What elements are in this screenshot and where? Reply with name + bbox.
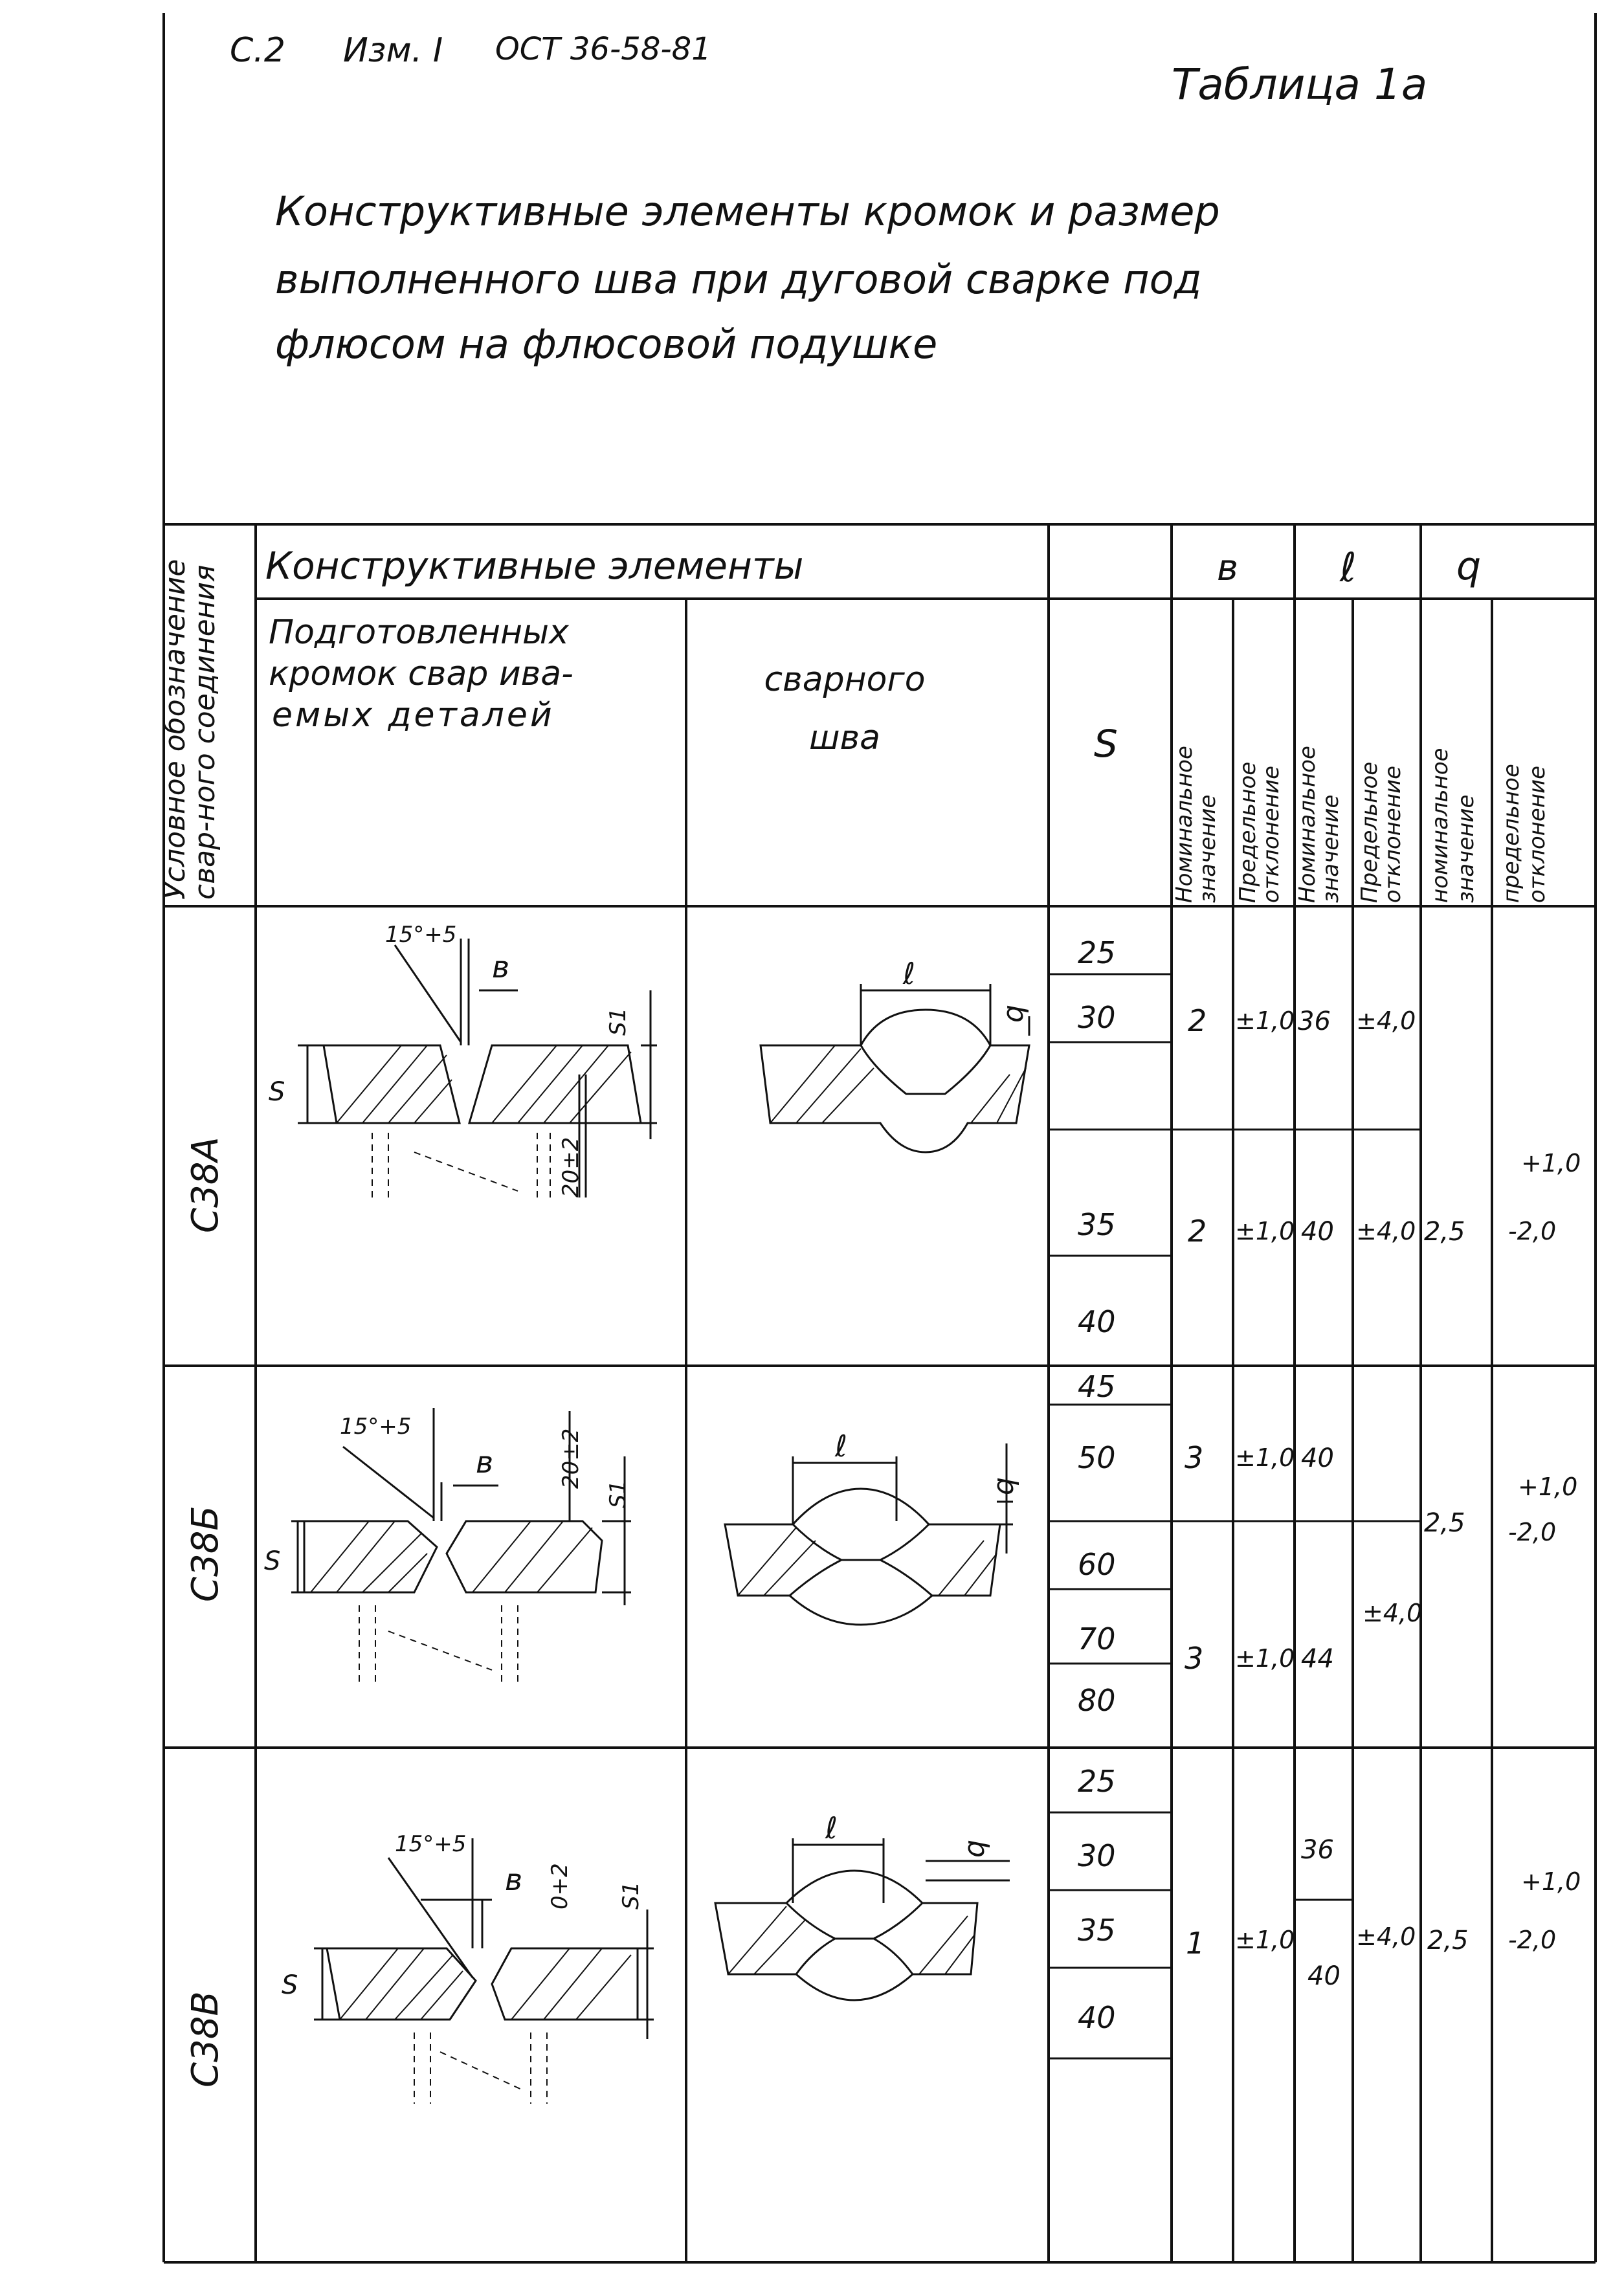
drawing-a-edges bbox=[298, 939, 657, 1197]
l-nominal: 40 bbox=[1301, 1443, 1334, 1473]
b-nominal: 2 bbox=[1188, 1003, 1207, 1038]
sub-q-limit: предельное отклонение bbox=[1498, 764, 1550, 903]
s-value: 80 bbox=[1078, 1683, 1116, 1718]
q-tolerance-minus: -2,0 bbox=[1508, 1926, 1557, 1954]
b-tolerance: ±1,0 bbox=[1235, 1443, 1295, 1472]
q-tolerance-plus: +1,0 bbox=[1518, 1473, 1578, 1501]
q-tolerance-minus: -2,0 bbox=[1508, 1518, 1557, 1546]
drawing-a-weld bbox=[761, 984, 1029, 1152]
s-value: 25 bbox=[1078, 935, 1116, 970]
drawing-b-angle: 15°+5 bbox=[340, 1414, 412, 1440]
s-value: 25 bbox=[1078, 1764, 1116, 1799]
prepared-edges-line-3: емых деталей bbox=[272, 696, 555, 735]
s-value: 70 bbox=[1078, 1621, 1116, 1656]
b-nominal: 3 bbox=[1185, 1641, 1204, 1676]
s-value: 40 bbox=[1078, 1304, 1116, 1339]
drawing-b-pad: 20±2 bbox=[558, 1428, 584, 1489]
prepared-edges-line-2: кромок свар ива- bbox=[269, 654, 573, 693]
col-s: S bbox=[1094, 722, 1118, 766]
title-line-3: флюсом на флюсовой подушке bbox=[275, 320, 938, 368]
drawing-b-weld-q: q bbox=[987, 1477, 1020, 1495]
b-nominal: 2 bbox=[1188, 1214, 1207, 1249]
drawing-a-pad: 20±2 bbox=[558, 1137, 584, 1197]
title-line-1: Конструктивные элементы кромок и размер bbox=[275, 188, 1220, 235]
col-b: в bbox=[1217, 547, 1239, 589]
drawing-a-s: S bbox=[269, 1077, 285, 1107]
l-nominal: 44 bbox=[1301, 1644, 1334, 1674]
col-designation-header: Условное обозначение свар-ного соединения bbox=[159, 559, 221, 900]
b-nominal: 1 bbox=[1186, 1926, 1205, 1961]
l-tolerance: ±4,0 bbox=[1363, 1599, 1423, 1627]
b-tolerance: ±1,0 bbox=[1235, 1926, 1295, 1954]
s-value: 30 bbox=[1078, 1838, 1116, 1873]
s-value: 40 bbox=[1078, 2000, 1116, 2035]
q-tolerance-plus: +1,0 bbox=[1521, 1867, 1581, 1896]
col-l: ℓ bbox=[1340, 544, 1357, 591]
designation-c38a: С38А bbox=[184, 1137, 227, 1233]
l-nominal-2: 40 bbox=[1307, 1961, 1340, 1991]
q-tolerance-plus: +1,0 bbox=[1521, 1149, 1581, 1177]
col-group-elements: Конструктивные элементы bbox=[265, 544, 804, 588]
drawing-b-weld-l: ℓ bbox=[835, 1429, 848, 1464]
standard-code: ОСТ 36-58-81 bbox=[495, 31, 711, 67]
drawing-b-s: S bbox=[264, 1546, 281, 1576]
table-label: Таблица 1а bbox=[1172, 60, 1428, 109]
q-nominal: 2,5 bbox=[1424, 1217, 1465, 1247]
drawing-a-s1: S1 bbox=[605, 1007, 631, 1036]
drawing-c-edges bbox=[314, 1838, 654, 2104]
designation-c38b: С38Б bbox=[184, 1506, 227, 1602]
prepared-edges-line-1: Подготовленных bbox=[269, 613, 569, 652]
weld-line-1: сварного bbox=[764, 660, 926, 699]
sub-l-nominal: Номинальное значение bbox=[1295, 746, 1344, 903]
drawing-c-angle: 15°+5 bbox=[395, 1831, 467, 1857]
sub-b-nominal: Номинальное значение bbox=[1172, 746, 1221, 903]
l-tolerance: ±4,0 bbox=[1356, 1922, 1416, 1951]
drawing-c-weld-l: ℓ bbox=[825, 1810, 838, 1845]
drawing-a-angle: 15°+5 bbox=[385, 922, 457, 948]
s-value: 60 bbox=[1078, 1547, 1116, 1582]
l-tolerance: ±4,0 bbox=[1356, 1217, 1416, 1245]
l-nominal: 36 bbox=[1298, 1007, 1331, 1036]
s-value: 45 bbox=[1078, 1369, 1116, 1404]
drawing-c-weld bbox=[715, 1838, 1010, 2000]
q-nominal: 2,5 bbox=[1427, 1926, 1469, 1955]
sub-l-limit: Предельное отклонение bbox=[1357, 761, 1406, 903]
change-number: Изм. I bbox=[343, 31, 443, 70]
b-tolerance: ±1,0 bbox=[1235, 1007, 1295, 1035]
drawing-c-s: S bbox=[282, 1970, 298, 2000]
l-tolerance: ±4,0 bbox=[1356, 1007, 1416, 1035]
drawing-a-weld-q: q bbox=[997, 1005, 1030, 1023]
col-weld bbox=[761, 651, 929, 767]
drawing-a-weld-l: ℓ bbox=[903, 956, 916, 991]
col-prepared-edges bbox=[269, 612, 573, 736]
drawing-c-s1: S1 bbox=[618, 1881, 644, 1910]
s-value: 30 bbox=[1078, 1000, 1116, 1035]
l-nominal: 36 bbox=[1301, 1835, 1334, 1865]
page-ref: С.2 bbox=[230, 31, 285, 70]
q-nominal: 2,5 bbox=[1424, 1508, 1465, 1538]
b-tolerance: ±1,0 bbox=[1235, 1644, 1295, 1673]
b-nominal: 3 bbox=[1185, 1440, 1204, 1475]
l-nominal: 40 bbox=[1301, 1217, 1334, 1247]
drawing-b-s1: S1 bbox=[605, 1480, 631, 1508]
col-q: q bbox=[1456, 544, 1482, 589]
drawing-b-weld bbox=[725, 1443, 1013, 1625]
title-line-2: выполненного шва при дуговой сварке под bbox=[275, 256, 1202, 303]
drawing-c-gap-value: 0+2 bbox=[547, 1863, 573, 1910]
sub-b-limit: Предельное отклонение bbox=[1235, 761, 1284, 903]
drawing-b-gap: в bbox=[476, 1445, 494, 1480]
sub-q-nominal: номинальное значение bbox=[1427, 748, 1479, 903]
s-value: 35 bbox=[1078, 1207, 1116, 1242]
b-tolerance: ±1,0 bbox=[1235, 1217, 1295, 1245]
s-value: 35 bbox=[1078, 1913, 1116, 1948]
drawing-c-gap: в bbox=[505, 1862, 523, 1897]
weld-line-2: шва bbox=[808, 718, 881, 757]
s-value: 50 bbox=[1078, 1440, 1116, 1475]
designation-c38v: С38В bbox=[184, 1991, 227, 2088]
drawing-c-weld-q: q bbox=[958, 1840, 991, 1858]
drawing-a-gap: в bbox=[492, 950, 510, 985]
q-tolerance-minus: -2,0 bbox=[1508, 1217, 1557, 1245]
